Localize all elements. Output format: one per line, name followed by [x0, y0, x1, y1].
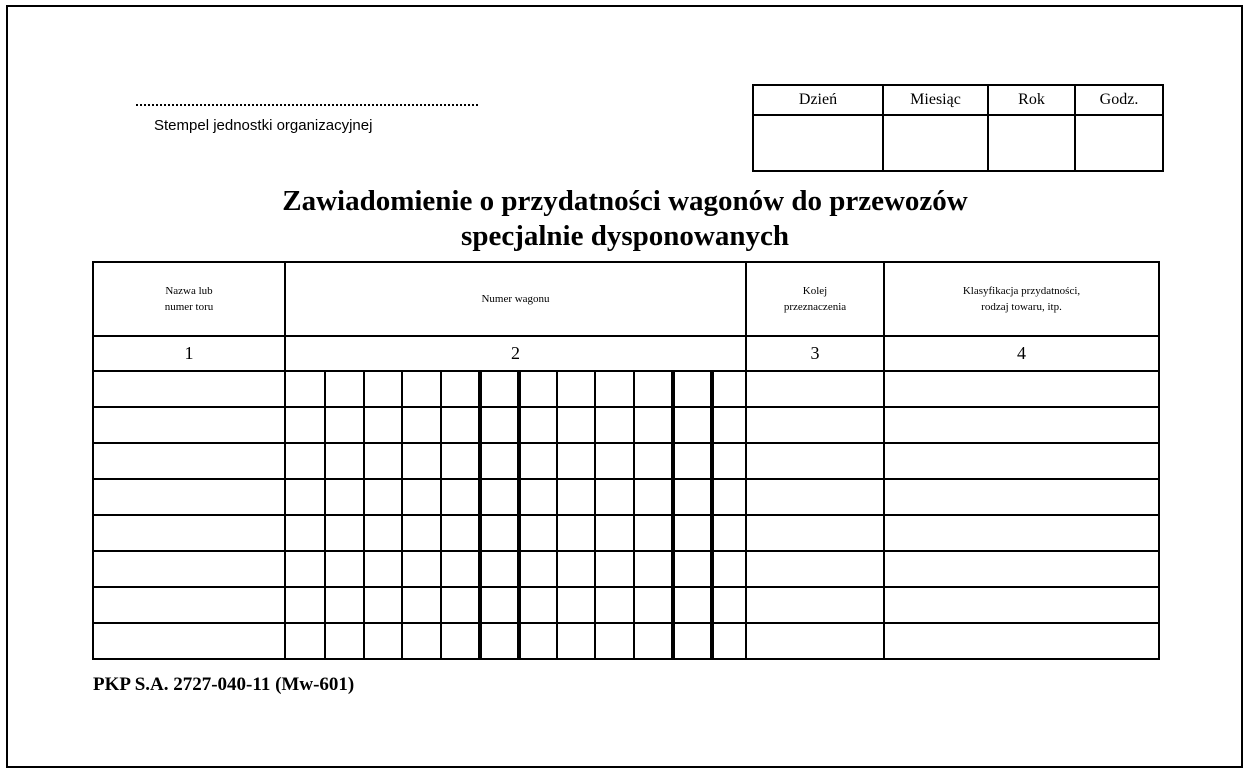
digit-separator	[440, 588, 442, 622]
digit-separator	[671, 408, 675, 442]
digit-separator	[633, 552, 635, 586]
digit-separator	[556, 516, 558, 550]
wagon-number-cell[interactable]	[285, 443, 746, 479]
header-track	[93, 262, 285, 336]
digit-separator	[324, 552, 326, 586]
digit-separator	[710, 552, 714, 586]
digit-separator	[671, 588, 675, 622]
digit-separator	[440, 372, 442, 406]
date-table	[752, 84, 1164, 172]
date-header-hour: Godz.	[1075, 85, 1163, 115]
stamp-signature-line	[136, 104, 478, 106]
classification-cell[interactable]	[884, 443, 1159, 479]
digit-separator	[401, 588, 403, 622]
digit-separator	[324, 516, 326, 550]
digit-separator	[517, 588, 521, 622]
digit-separator	[710, 588, 714, 622]
digit-separator	[633, 624, 635, 658]
digit-separator	[671, 516, 675, 550]
header-destination-railway-label: Kolej przeznaczenia	[783, 285, 847, 313]
date-header-month: Miesiąc	[883, 85, 988, 115]
destination-cell[interactable]	[746, 515, 884, 551]
wagon-digit-grid	[286, 588, 745, 622]
date-header-day: Dzień	[753, 85, 883, 115]
digit-separator	[440, 480, 442, 514]
wagon-digit-grid	[286, 516, 745, 550]
stamp-label: Stempel jednostki organizacyjnej	[154, 117, 373, 134]
header-wagon-number	[285, 262, 746, 336]
digit-separator	[401, 408, 403, 442]
document-title: Zawiadomienie o przydatności wagonów do przewozów	[282, 185, 968, 217]
wagon-number-cell[interactable]	[285, 623, 746, 659]
digit-separator	[594, 624, 596, 658]
digit-separator	[517, 372, 521, 406]
digit-separator	[556, 408, 558, 442]
digit-separator	[594, 588, 596, 622]
destination-cell[interactable]	[746, 551, 884, 587]
digit-separator	[594, 444, 596, 478]
digit-separator	[478, 480, 482, 514]
table-row	[93, 479, 1159, 515]
date-value-month[interactable]	[883, 115, 988, 171]
header-destination-railway	[746, 262, 884, 336]
classification-cell[interactable]	[884, 587, 1159, 623]
digit-separator	[594, 552, 596, 586]
digit-separator	[633, 516, 635, 550]
destination-cell[interactable]	[746, 587, 884, 623]
digit-separator	[401, 444, 403, 478]
digit-separator	[671, 444, 675, 478]
digit-separator	[401, 552, 403, 586]
digit-separator	[517, 444, 521, 478]
digit-separator	[517, 552, 521, 586]
digit-separator	[324, 372, 326, 406]
destination-cell[interactable]	[746, 479, 884, 515]
digit-separator	[671, 480, 675, 514]
digit-separator	[633, 480, 635, 514]
digit-separator	[478, 372, 482, 406]
track-cell[interactable]	[93, 479, 285, 515]
wagon-number-cell[interactable]	[285, 407, 746, 443]
table-row	[93, 623, 1159, 659]
header-classification-label: Klasyfikacja przydatności, rodzaj towaru, itp.	[962, 285, 1081, 313]
digit-separator	[363, 588, 365, 622]
digit-separator	[363, 552, 365, 586]
wagon-number-cell[interactable]	[285, 515, 746, 551]
digit-separator	[363, 624, 365, 658]
classification-cell[interactable]	[884, 515, 1159, 551]
header-track-label: Nazwa lub numer toru	[164, 285, 214, 313]
form-code: PKP S.A. 2727-040-11 (Mw-601)	[93, 674, 355, 695]
digit-separator	[401, 372, 403, 406]
digit-separator	[478, 552, 482, 586]
table-row	[93, 371, 1159, 407]
classification-cell[interactable]	[884, 407, 1159, 443]
classification-cell[interactable]	[884, 551, 1159, 587]
digit-separator	[478, 408, 482, 442]
digit-separator	[710, 516, 714, 550]
digit-separator	[556, 552, 558, 586]
digit-separator	[517, 516, 521, 550]
digit-separator	[478, 444, 482, 478]
track-cell[interactable]	[93, 587, 285, 623]
digit-separator	[556, 372, 558, 406]
classification-cell[interactable]	[884, 371, 1159, 407]
digit-separator	[363, 408, 365, 442]
digit-separator	[440, 408, 442, 442]
track-cell[interactable]	[93, 515, 285, 551]
digit-separator	[710, 408, 714, 442]
column-number-3: 3	[746, 336, 884, 371]
track-cell[interactable]	[93, 623, 285, 659]
table-row	[93, 443, 1159, 479]
digit-separator	[363, 516, 365, 550]
digit-separator	[633, 372, 635, 406]
digit-separator	[556, 444, 558, 478]
digit-separator	[478, 624, 482, 658]
digit-separator	[710, 480, 714, 514]
digit-separator	[440, 444, 442, 478]
wagon-digit-grid	[286, 372, 745, 406]
digit-separator	[556, 624, 558, 658]
track-cell[interactable]	[93, 551, 285, 587]
table-row	[93, 407, 1159, 443]
wagon-digit-grid	[286, 552, 745, 586]
column-number-4: 4	[884, 336, 1159, 371]
digit-separator	[478, 516, 482, 550]
digit-separator	[633, 408, 635, 442]
table-row	[93, 551, 1159, 587]
digit-separator	[324, 588, 326, 622]
destination-cell[interactable]	[746, 407, 884, 443]
digit-separator	[633, 444, 635, 478]
digit-separator	[556, 588, 558, 622]
digit-separator	[324, 444, 326, 478]
wagon-digit-grid	[286, 480, 745, 514]
wagon-number-cell[interactable]	[285, 587, 746, 623]
column-number-2: 2	[285, 336, 746, 371]
destination-cell[interactable]	[746, 443, 884, 479]
digit-separator	[324, 624, 326, 658]
digit-separator	[440, 624, 442, 658]
wagon-digit-grid	[286, 624, 745, 658]
digit-separator	[440, 552, 442, 586]
digit-separator	[363, 480, 365, 514]
digit-separator	[710, 444, 714, 478]
date-header-year: Rok	[988, 85, 1075, 115]
document-subtitle: specjalnie dysponowanych	[461, 220, 789, 252]
digit-separator	[671, 552, 675, 586]
digit-separator	[556, 480, 558, 514]
classification-cell[interactable]	[884, 479, 1159, 515]
table-row	[93, 587, 1159, 623]
date-value-hour[interactable]	[1075, 115, 1163, 171]
digit-separator	[401, 480, 403, 514]
classification-cell[interactable]	[884, 623, 1159, 659]
digit-separator	[671, 624, 675, 658]
digit-separator	[478, 588, 482, 622]
digit-separator	[710, 624, 714, 658]
column-number-1: 1	[93, 336, 285, 371]
digit-separator	[594, 516, 596, 550]
date-value-day[interactable]	[753, 115, 883, 171]
date-value-year[interactable]	[988, 115, 1075, 171]
track-cell[interactable]	[93, 407, 285, 443]
table-row	[93, 515, 1159, 551]
digit-separator	[440, 516, 442, 550]
wagon-digit-grid	[286, 444, 745, 478]
digit-separator	[633, 588, 635, 622]
digit-separator	[671, 372, 675, 406]
wagon-table	[92, 261, 1160, 660]
header-wagon-number-label: Numer wagonu	[481, 293, 550, 305]
track-cell[interactable]	[93, 371, 285, 407]
wagon-number-cell[interactable]	[285, 479, 746, 515]
digit-separator	[517, 624, 521, 658]
track-cell[interactable]	[93, 443, 285, 479]
wagon-number-cell[interactable]	[285, 551, 746, 587]
digit-separator	[324, 408, 326, 442]
destination-cell[interactable]	[746, 623, 884, 659]
digit-separator	[324, 480, 326, 514]
digit-separator	[594, 480, 596, 514]
digit-separator	[517, 408, 521, 442]
destination-cell[interactable]	[746, 371, 884, 407]
digit-separator	[594, 372, 596, 406]
wagon-number-cell[interactable]	[285, 371, 746, 407]
digit-separator	[710, 372, 714, 406]
header-classification	[884, 262, 1159, 336]
digit-separator	[401, 624, 403, 658]
wagon-digit-grid	[286, 408, 745, 442]
digit-separator	[363, 444, 365, 478]
digit-separator	[401, 516, 403, 550]
digit-separator	[363, 372, 365, 406]
digit-separator	[594, 408, 596, 442]
digit-separator	[517, 480, 521, 514]
